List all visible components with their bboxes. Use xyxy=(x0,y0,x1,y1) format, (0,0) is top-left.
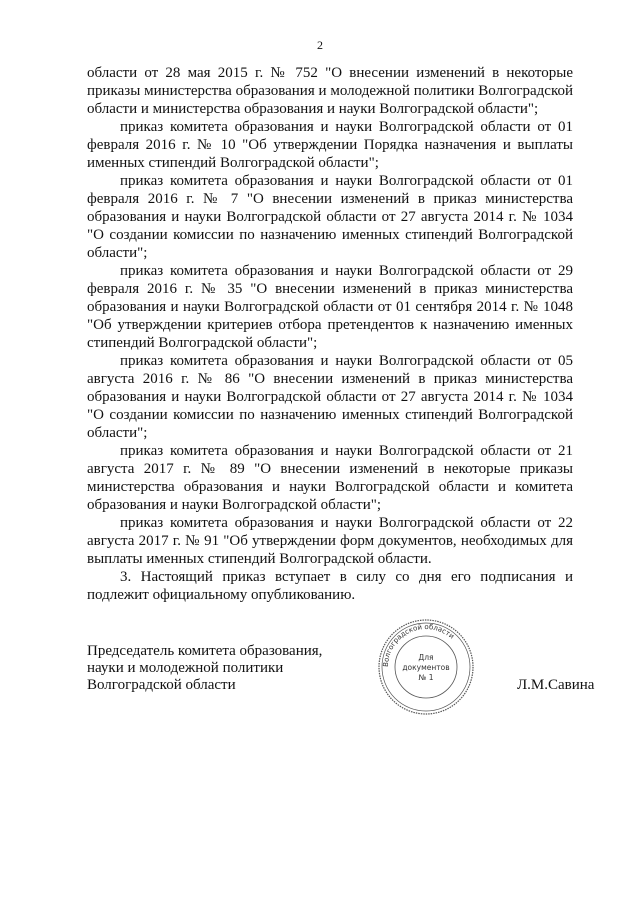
stamp-center-line-3: № 1 xyxy=(418,673,434,682)
signer-title-line-3: Волгоградской области xyxy=(87,677,236,693)
stamp-seal xyxy=(376,617,476,717)
signer-title-line-1: Председатель комитета образования, xyxy=(87,643,323,659)
signature-block xyxy=(87,643,322,694)
document-body xyxy=(87,64,573,604)
stamp-center-line-2: документов xyxy=(402,663,450,672)
paragraph-4: приказ комитета образования и науки Волгоградской области от 29 февраля 2016 г. № 35 "О внесении изменений в приказ министерства образования и науки Волгоградской области от 01 сентября 2014 г. № 1048 "Об утверждении критериев отбора претендентов к назначению именных стипендий Волгоградской области"; xyxy=(87,263,573,351)
paragraph-7: приказ комитета образования и науки Волгоградской области от 22 августа 2017 г. № 91 "Об утверждении форм документов, необходимых для выплаты именных стипендий Волгоградской области. xyxy=(87,515,573,567)
page-number: 2 xyxy=(317,38,323,52)
paragraph-1: области от 28 мая 2015 г. № 752 "О внесении изменений в некоторые приказы министерства образования и молодежной политики Волгоградской области и министерства образования и науки Волгоградской области"; xyxy=(87,65,573,117)
signer-name: Л.М.Савина xyxy=(517,677,595,693)
paragraph-5: приказ комитета образования и науки Волгоградской области от 05 августа 2016 г. № 86 "О внесении изменений в приказ министерства образования и науки Волгоградской области от 27 августа 2014 г. № 1034 "О создании комиссии по назначению именных стипендий Волгоградской области"; xyxy=(87,353,573,441)
stamp-ring-text: Волгоградской области xyxy=(381,622,456,668)
paragraph-6: приказ комитета образования и науки Волгоградской области от 21 августа 2017 г. № 89 "О внесении изменений в некоторые приказы министерства образования и науки Волгоградской области и комитета образования и науки Волгоградской области"; xyxy=(87,443,573,513)
paragraph-8: 3. Настоящий приказ вступает в силу со дня его подписания и подлежит официальному опубликованию. xyxy=(87,569,573,603)
stamp-center-line-1: Для xyxy=(418,653,434,662)
paragraph-2: приказ комитета образования и науки Волгоградской области от 01 февраля 2016 г. № 10 "Об утверждении Порядка назначения и выплаты именных стипендий Волгоградской области"; xyxy=(87,119,573,171)
paragraph-3: приказ комитета образования и науки Волгоградской области от 01 февраля 2016 г. № 7 "О внесении изменений в приказ министерства образования и науки Волгоградской области от 27 августа 2014 г. № 1034 "О создании комиссии по назначению именных стипендий Волгоградской области"; xyxy=(87,173,573,261)
signer-title-line-2: науки и молодежной политики xyxy=(87,660,284,676)
